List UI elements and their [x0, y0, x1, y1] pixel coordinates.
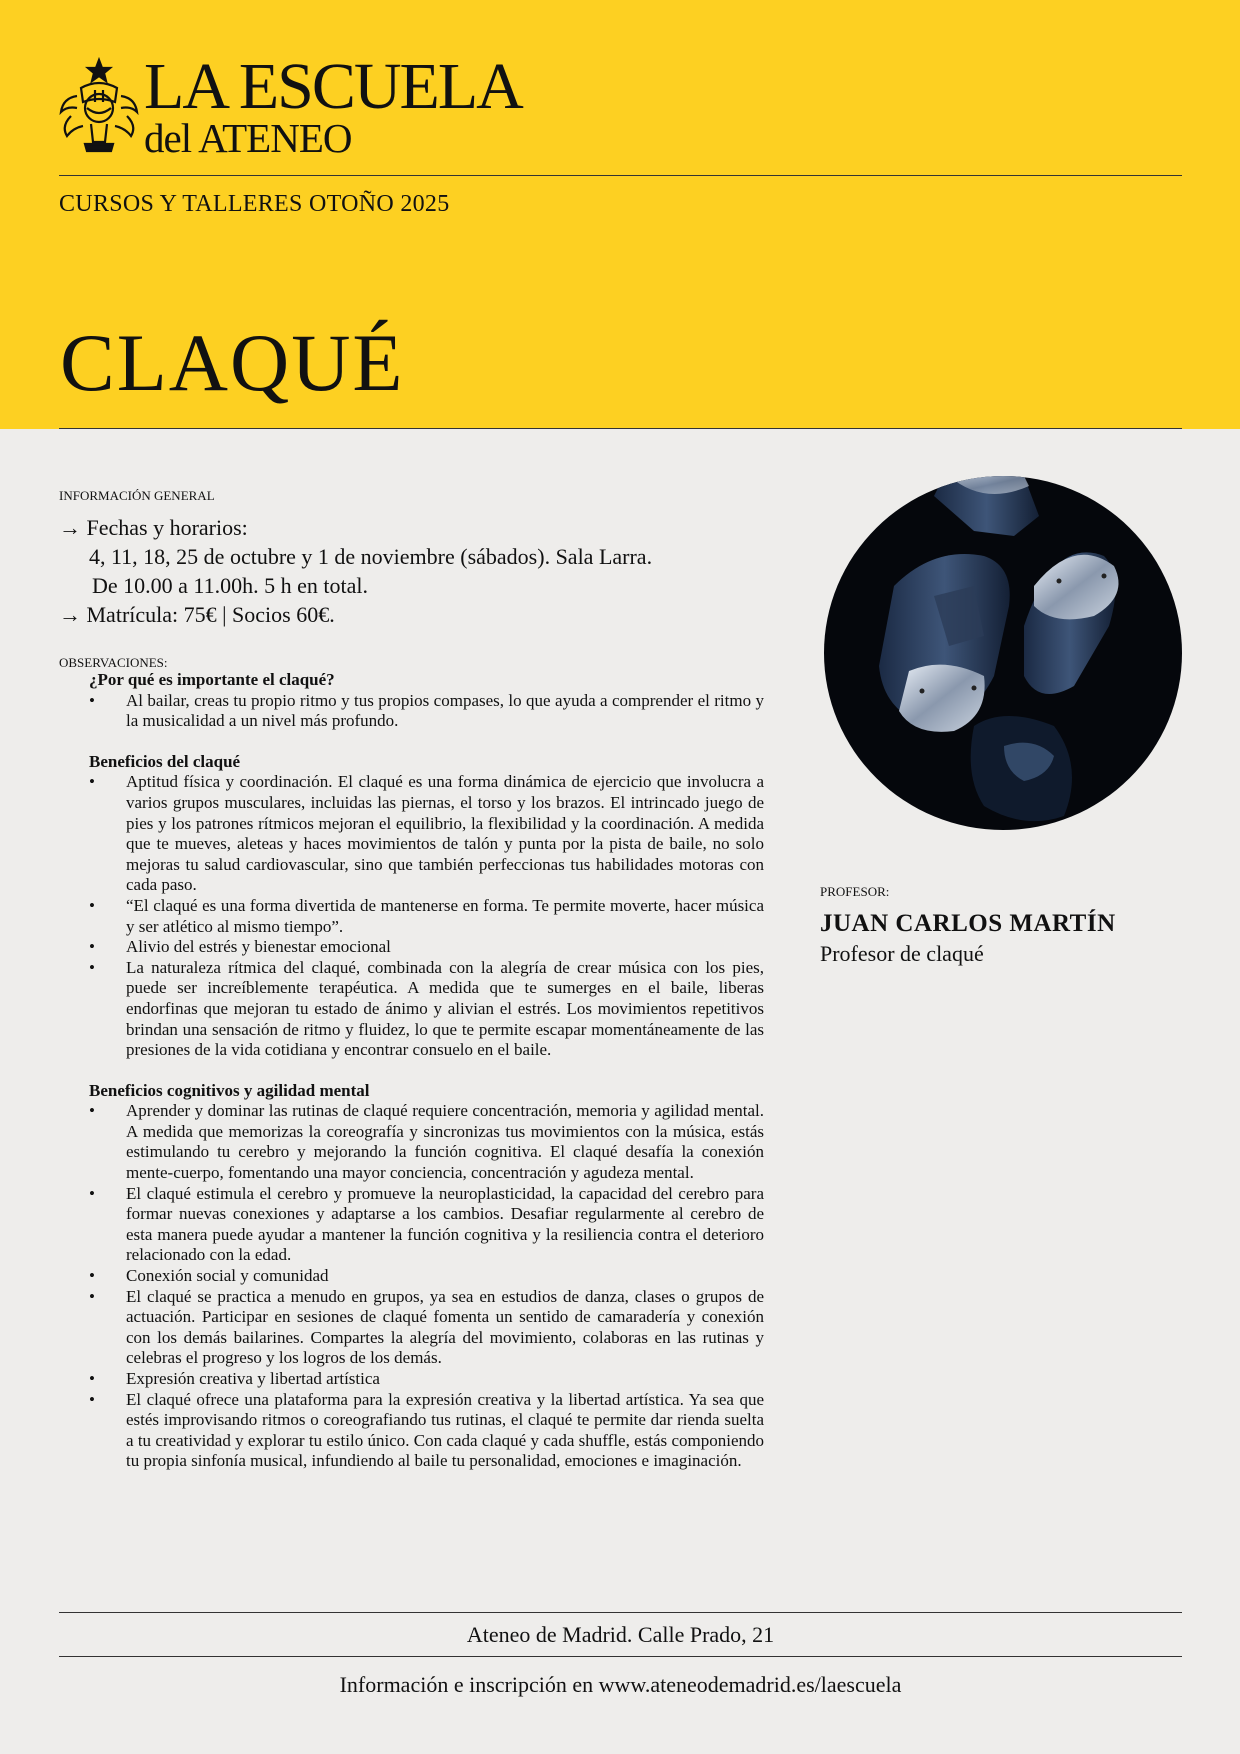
cognitive-list [59, 1101, 764, 1472]
list-item: • El claqué estimula el cerebro y promueve la neuroplasticidad, la capacidad del cerebro para formar nuevas conexiones y adaptarse a los cambios. Desafiar regularmente al cerebro de esta manera puede ayudar a mantener la función cognitiva y la resiliencia contra el deterioro relacionado con la edad. [59, 1184, 764, 1266]
fechas-line-1: 4, 11, 18, 25 de octubre y 1 de noviembre (sábados). Sala Larra. [89, 544, 653, 569]
list-item: • El claqué ofrece una plataforma para la expresión creativa y la libertad artística. Ya sea que estés improvisando ritmos o coreografiando tus rutinas, el claqué te permite dar rienda suelta a tu creatividad y explorar tu estilo único. Con cada claqué y cada shuffle, estás componiendo tu propia sinfonía musical, infundiendo al baile tu personalidad, emociones e imaginación. [59, 1390, 764, 1472]
info-heading: INFORMACIÓN GENERAL [59, 488, 215, 503]
footer-divider-bottom [59, 1656, 1182, 1657]
list-item: • Aprender y dominar las rutinas de claqué requiere concentración, memoria y agilidad mental. A medida que memorizas la coreografía y sincronizas tus movimientos con la música, estás estimulando tu cerebro y mejorando la función cognitiva. El claqué desafía la conexión mente-cuerpo, fomentando una mayor conciencia, concentración y agudeza mental. [59, 1101, 764, 1183]
list-item: • Expresión creativa y libertad artística [59, 1369, 764, 1390]
matricula: → Matrícula: 75€ | Socios 60€. [59, 602, 335, 627]
importance-list [59, 691, 764, 732]
observaciones-heading: OBSERVACIONES: [59, 655, 168, 670]
title-divider [59, 428, 1182, 429]
profesor-name: JUAN CARLOS MARTÍN [820, 910, 1116, 937]
fechas-label: → Fechas y horarios: [59, 515, 248, 540]
brand-subtitle: del ATENEO [144, 115, 352, 161]
ateneo-crest-icon [57, 56, 141, 156]
section-title-cognitive: Beneficios cognitivos y agilidad mental [89, 1080, 370, 1100]
footer-address: Ateneo de Madrid. Calle Prado, 21 [466, 1622, 775, 1647]
benefits-list [59, 772, 764, 1060]
list-item: • “El claqué es una forma divertida de mantenerse en forma. Te permite moverte, hacer música y ser atlético al mismo tiempo”. [59, 896, 764, 937]
footer-info-link[interactable]: Información e inscripción en www.ateneodemadrid.es/laescuela [339, 1672, 902, 1697]
profesor-heading: PROFESOR: [820, 884, 890, 899]
section-title-importance: ¿Por qué es importante el claqué? [89, 670, 335, 689]
list-item: • La naturaleza rítmica del claqué, combinada con la alegría de crear música con los pies, puede ser increíblemente terapéutica. A medida que te sumerges en el baile, liberas endorfinas que mejoran tu estado de ánimo y alivian el estrés. Los movimientos repetitivos brindan una sensación de ritmo y fluidez, lo que te permite escapar momentáneamente de las presiones de la vida cotidiana y encontrar consuelo en el baile. [59, 958, 764, 1061]
observaciones-body [59, 670, 764, 1472]
header-divider [59, 175, 1182, 176]
footer-divider-top [59, 1612, 1182, 1613]
course-title: CLAQUÉ [60, 317, 405, 408]
profesor-role: Profesor de claqué [820, 941, 984, 966]
list-item: • Alivio del estrés y bienestar emocional [59, 937, 764, 958]
list-item: • Aptitud física y coordinación. El claqué es una forma dinámica de ejercicio que involucra a varios grupos musculares, incluidas las piernas, el torso y los brazos. El intrincado juego de pies y los patrones rítmicos mejoran el equilibrio, la flexibilidad y la coordinación. A medida que te mueves, aleteas y haces movimientos de talón y punta por la pista de baile, no solo mejoras tu salud cardiovascular, sino que también perfeccionas tus habilidades motoras con cada paso. [59, 772, 764, 896]
info-block [59, 513, 652, 629]
list-item: • Conexión social y comunidad [59, 1266, 764, 1287]
list-item: • El claqué se practica a menudo en grupos, ya sea en estudios de danza, clases o grupos de actuación. Participar en sesiones de claqué fomenta un sentido de camaradería y conexión con los demás bailarines. Compartes la alegría del movimiento, colaboras en las rutinas y celebras el progreso y los logros de los demás. [59, 1287, 764, 1369]
list-item: • Al bailar, creas tu propio ritmo y tus propios compases, lo que ayuda a comprender el ritmo y la musicalidad a un nivel más profundo. [59, 691, 764, 732]
fechas-line-2: De 10.00 a 11.00h. 5 h en total. [92, 573, 368, 598]
tap-shoes-photo [824, 476, 1182, 830]
program-subtitle: CURSOS Y TALLERES OTOÑO 2025 [59, 191, 450, 217]
header-band [0, 0, 1240, 429]
section-title-benefits: Beneficios del claqué [89, 751, 241, 771]
brand-title: LA ESCUELA [144, 50, 522, 123]
